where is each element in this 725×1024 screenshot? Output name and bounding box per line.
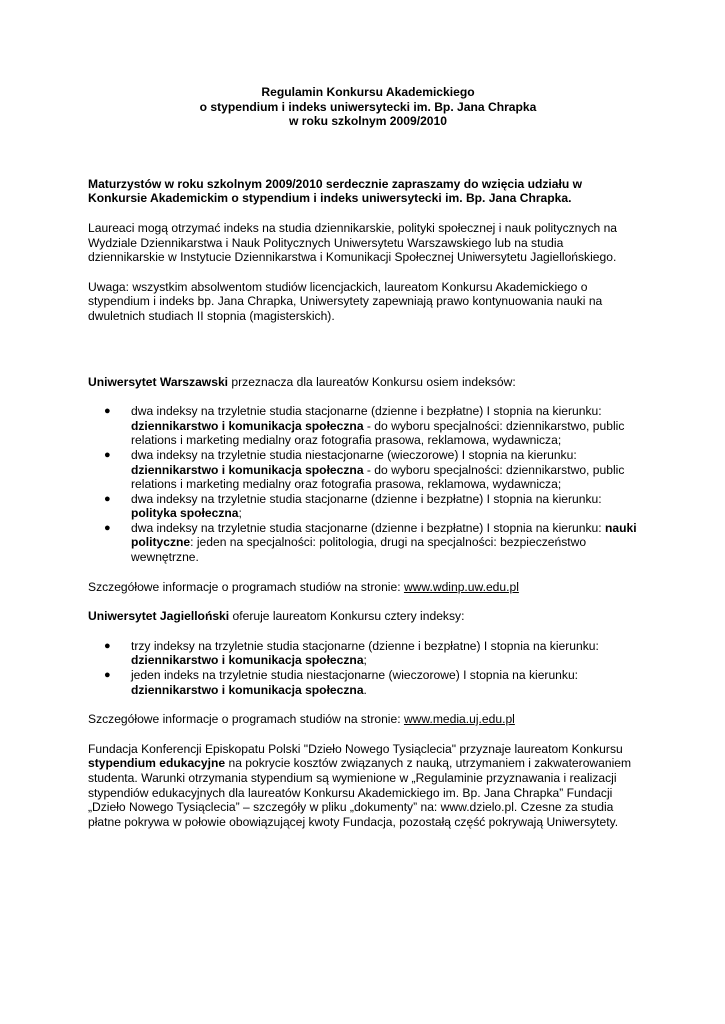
bullet-icon: ● bbox=[104, 639, 111, 652]
bullet-icon: ● bbox=[104, 669, 111, 682]
uj-intro-text: oferuje laureatom Konkursu cztery indeksy: bbox=[229, 609, 465, 624]
bullet-icon: ● bbox=[104, 492, 111, 505]
document-title bbox=[88, 85, 648, 129]
uw-list bbox=[88, 404, 648, 565]
intro-line-2: Konkursie Akademickim o stypendium i indeks uniwersytecki im. Bp. Jana Chrapka. bbox=[88, 191, 572, 206]
uj-name: Uniwersytet Jagielloński bbox=[88, 609, 230, 624]
uw-intro-text: przeznacza dla laureatów Konkursu osiem indeksów: bbox=[228, 374, 516, 389]
laureaci-paragraph: Laureaci mogą otrzymać indeks na studia dziennikarskie, polityki społecznej i nauk politycznych na Wydziale Dziennikarstwa i Nauk Politycznych Uniwersytetu Warszawskiego lub na studia dziennikarskie w Instytucie Dziennikarstwa i Komunikacji Społecznej Uniwersytetu Jagiellońskiego. bbox=[88, 220, 618, 265]
title-line-3: w roku szkolnym 2009/2010 bbox=[289, 114, 447, 129]
uj-intro bbox=[88, 609, 648, 624]
list-item: ● trzy indeksy na trzyletnie studia stacjonarne (dzienne i bezpłatne) I stopnia na kierunku: dziennikarstwo i komunikacja społeczna; bbox=[104, 638, 599, 668]
bullet-icon: ● bbox=[104, 405, 111, 418]
uw-name: Uniwersytet Warszawski bbox=[88, 374, 229, 389]
stypendium-edukacyjne: stypendium edukacyjne bbox=[88, 756, 226, 771]
uw-website-link[interactable]: www.wdinp.uw.edu.pl bbox=[403, 579, 519, 594]
uwaga-paragraph: Uwaga: wszystkim absolwentom studiów licencjackich, laureatom Konkursu Akademickiego o stypendium i indeks bp. Jana Chrapka, Uniwersytety zapewniają prawo kontynuowania nauki na dwuletnich studiach II stopnia (magisterskich). bbox=[88, 279, 603, 323]
intro-line-1: Maturzystów w roku szkolnym 2009/2010 serdecznie zapraszamy do wzięcia udziału w bbox=[88, 176, 583, 191]
bullet-icon: ● bbox=[104, 448, 111, 461]
uw-intro bbox=[88, 375, 648, 390]
list-item: ● dwa indeksy na trzyletnie studia niestacjonarne (wieczorowe) I stopnia na kierunku: dziennikarstwo i komunikacja społeczna - do wyboru specjalności: dziennikarstwo, public relations i marketing medialny oraz fotografia prasowa, reklamowa, wydawnicza; bbox=[104, 447, 625, 492]
uw-info: Szczegółowe informacje o programach studiów na stronie: www.wdinp.uw.edu.pl bbox=[88, 579, 519, 594]
uj-info: Szczegółowe informacje o programach studiów na stronie: www.media.uj.edu.pl bbox=[88, 712, 515, 727]
document-page bbox=[88, 85, 648, 829]
list-item: ● dwa indeksy na trzyletnie studia stacjonarne (dzienne i bezpłatne) I stopnia na kierunku: polityka społeczna; bbox=[104, 491, 602, 521]
uj-list bbox=[88, 639, 648, 697]
list-item: ● jeden indeks na trzyletnie studia niestacjonarne (wieczorowe) I stopnia na kierunku: dziennikarstwo i komunikacja społeczna. bbox=[104, 668, 579, 697]
intro-heading bbox=[88, 177, 648, 206]
fundacja-paragraph: Fundacja Konferencji Episkopatu Polski "Dzieło Nowego Tysiąclecia" przyznaje laureatom Konkursu stypendium edukacyjne na pokrycie kosztów związanych z nauką, utrzymaniem i zakwaterowaniem studenta. Warunki otrzymania stypendium są wymienione w „Regulaminie przyznawania i realizacji stypendiów edukacyjnych dla laureatów Konkursu Akademickiego im. Bp. Jana Chrapka” Fundacji „Dzieło Nowego Tysiąclecia” – szczegóły w pliku „dokumenty” na: www.dzielo.pl. Czesne za studia płatne pokrywa w połowie obowiązującej kwoty Fundacja, pozostałą część pokrywają Uniwersytety. bbox=[88, 741, 632, 829]
uj-website-link[interactable]: www.media.uj.edu.pl bbox=[403, 712, 515, 727]
title-line-1: Regulamin Konkursu Akademickiego bbox=[261, 85, 475, 99]
title-line-2: o stypendium i indeks uniwersytecki im. Bp. Jana Chrapka bbox=[199, 99, 537, 114]
list-item: ● dwa indeksy na trzyletnie studia stacjonarne (dzienne i bezpłatne) I stopnia na kierunku: dziennikarstwo i komunikacja społeczna - do wyboru specjalności: dziennikarstwo, public relations i marketing medialny oraz fotografia prasowa, reklamowa, wydawnicza; bbox=[104, 404, 625, 448]
list-item: ● dwa indeksy na trzyletnie studia stacjonarne (dzienne i bezpłatne) I stopnia na kierunku: nauki polityczne: jeden na specjalności: politologia, drugi na specjalności: bezpieczeństwo wewnętrzne. bbox=[104, 520, 637, 565]
bullet-icon: ● bbox=[104, 521, 111, 534]
